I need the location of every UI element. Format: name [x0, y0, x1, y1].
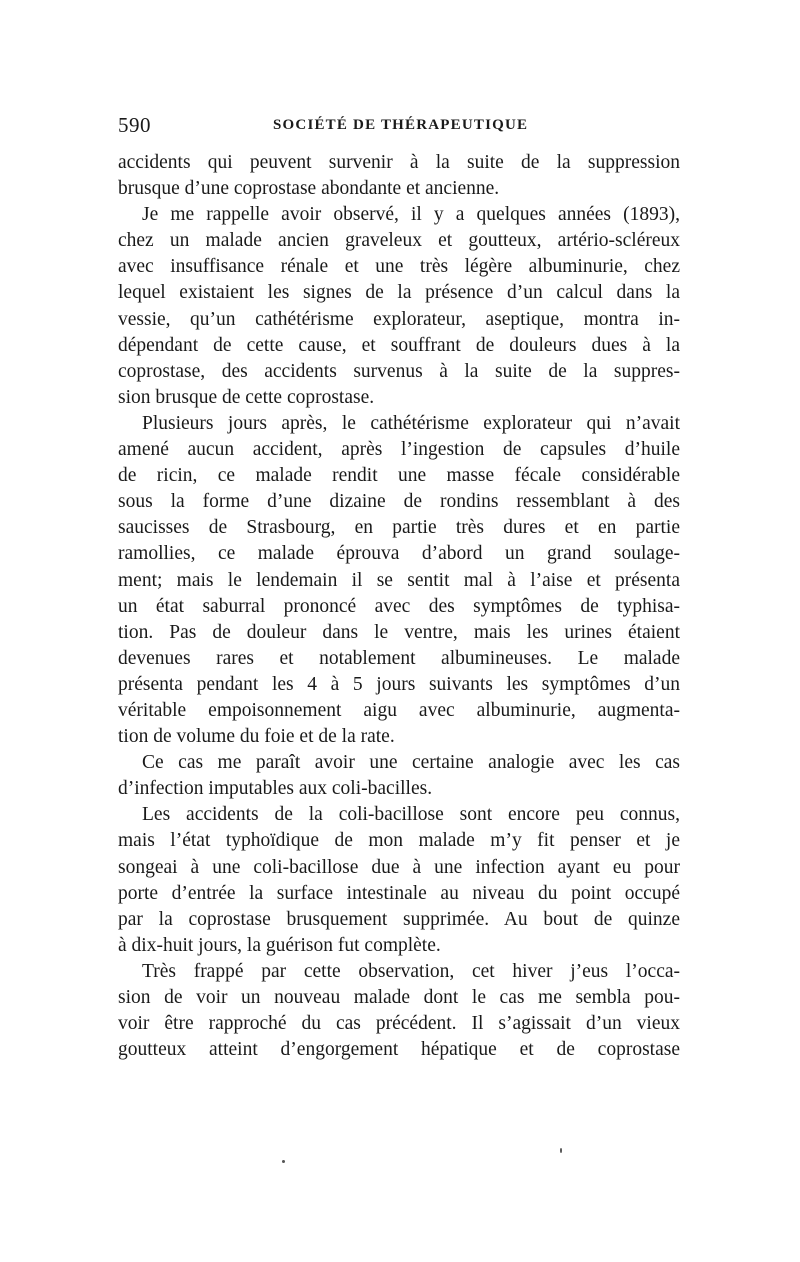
- text-line: avec insuffisance rénale et une très légère albuminurie, chez: [118, 256, 680, 278]
- running-title: SOCIÉTÉ DE THÉRAPEUTIQUE: [273, 117, 529, 133]
- text-line: porte d’entrée la surface intestinale au niveau du point occupé: [118, 882, 680, 904]
- text-line: amené aucun accident, après l’ingestion de capsules d’huile: [118, 439, 680, 461]
- text-line: sion de voir un nouveau malade dont le cas me sembla pou-: [118, 987, 680, 1008]
- text-line: un état saburral prononcé avec des symptômes de typhisa-: [118, 595, 680, 617]
- text-line: sion brusque de cette coprostase.: [118, 386, 375, 408]
- page-header: [118, 113, 680, 141]
- text-line: ramollies, ce malade éprouva d’abord un grand soulage-: [118, 543, 680, 565]
- text-line: Plusieurs jours après, le cathétérisme explorateur qui n’avait: [142, 412, 680, 434]
- text-line: devenues rares et notablement albumineuses. Le malade: [118, 647, 680, 669]
- text-line: tion. Pas de douleur dans le ventre, mais les urines étaient: [118, 621, 680, 643]
- text-line: chez un malade ancien graveleux et goutteux, artério-scléreux: [118, 230, 680, 252]
- text-line: véritable empoisonnement aigu avec albuminurie, augmenta-: [118, 699, 680, 721]
- text-line: vessie, qu’un cathétérisme explorateur, aseptique, montra in-: [118, 308, 680, 330]
- text-line: accidents qui peuvent survenir à la suite de la suppression: [118, 152, 680, 173]
- paper-speck: [560, 1148, 562, 1153]
- text-line: goutteux atteint d’engorgement hépatique et de coprostase: [118, 1039, 680, 1061]
- text-line: présenta pendant les 4 à 5 jours suivants les symptômes d’un: [118, 673, 680, 695]
- text-line: de ricin, ce malade rendit une masse fécale considérable: [118, 465, 680, 487]
- page-number: 590: [118, 113, 151, 137]
- text-line: par la coprostase brusquement supprimée. Au bout de quinze: [118, 908, 680, 930]
- text-line: mais l’état typhoïdique de mon malade m’y fit penser et je: [118, 830, 680, 852]
- text-line: lequel existaient les signes de la présence d’un calcul dans la: [118, 282, 680, 304]
- text-line: tion de volume du foie et de la rate.: [118, 726, 395, 748]
- text-line: sous la forme d’une dizaine de rondins ressemblant à des: [118, 491, 680, 513]
- text-line: à dix-huit jours, la guérison fut complète.: [118, 934, 441, 956]
- text-line: Ce cas me paraît avoir une certaine analogie avec les cas: [142, 752, 680, 774]
- text-line: dépendant de cette cause, et souffrant de douleurs dues à la: [118, 334, 680, 356]
- text-line: ment; mais le lendemain il se sentit mal à l’aise et présenta: [118, 569, 680, 591]
- paper-speck: [282, 1160, 285, 1163]
- body-text: [118, 150, 680, 1063]
- text-line: Très frappé par cette observation, cet hiver j’eus l’occa-: [142, 960, 680, 982]
- text-line: coprostase, des accidents survenus à la suite de la suppres-: [118, 360, 680, 382]
- text-line: saucisses de Strasbourg, en partie très dures et en partie: [118, 517, 680, 539]
- text-line: Les accidents de la coli-bacillose sont encore peu connus,: [142, 804, 680, 826]
- text-line: Je me rappelle avoir observé, il y a quelques années (1893),: [142, 204, 680, 226]
- text-line: voir être rapproché du cas précédent. Il s’agissait d’un vieux: [118, 1013, 680, 1035]
- text-line: brusque d’une coprostase abondante et ancienne.: [118, 178, 500, 200]
- text-line: songeai à une coli-bacillose due à une infection ayant eu pour: [118, 856, 680, 878]
- text-line: d’infection imputables aux coli-bacilles.: [118, 778, 433, 800]
